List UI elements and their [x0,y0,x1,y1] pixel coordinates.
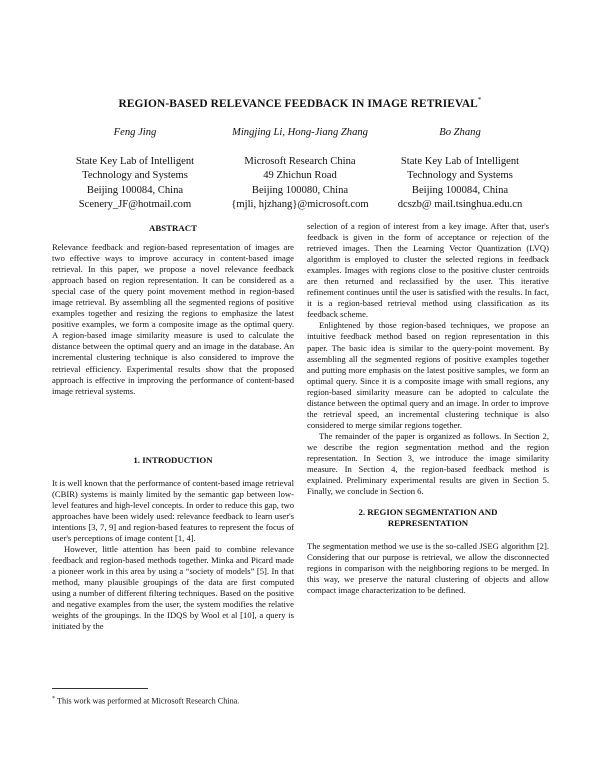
footnote [52,694,312,707]
author-address-line: Beijing 100084, China [86,184,184,196]
author-address-line: Beijing 100084, China [411,184,509,196]
author-email: {mjli, hjzhang}@microsoft.com [231,199,369,211]
section-2-paragraph-1: The segmentation method we use is the so-called JSEG algorithm [2]. Considering that our purpose is retrieval, we allow the disconnected regions in comparison with the neighboring regions to be merged. In this way, we preserve the natural clustering of objects and allow compact image characterization to be defined. [307,541,549,596]
author-email: dcszb@ mail.tsinghua.edu.cn [397,199,523,211]
author-address-line: Beijing 100080, China [251,184,349,196]
intro-paragraph-3: selection of a region of interest from a key image. After that, user's feedback is given in the form of acceptance or rejection of the retrieved images. Then the Learning Vector Quantization (LVQ) algorithm is employed to cluster the selected regions in feedback examples. Images with regions close to the positive cluster centroids are then returned and reclassified by the user. This iterative refinement continues until the user is satisfied with the results. In fact, it is a region-based retrieval method using classification as its feedback scheme. [307,221,549,320]
intro-paragraph-5: The remainder of the paper is organized as follows. In Section 2, we describe the region segmentation method and the region representation. In Section 3, we introduce the image similarity measure. In Section 4, the region-based feedback method is explained. Preliminary experimental results are given in Section 5. Finally, we conclude in Section 6. [307,430,549,497]
footnote-divider [52,688,148,689]
author-name: Bo Zhang [439,127,481,138]
author-affiliation-line: Technology and Systems [407,170,513,182]
section-2-heading-line-2: REPRESENTATION [387,518,469,529]
left-column [52,223,294,632]
author-block-1 [60,126,210,213]
author-email: Scenery_JF@hotmail.com [78,199,192,211]
abstract-text: Relevance feedback and region-based representation of images are two effective ways to improve accuracy in content-based image retrieval. In this paper, we propose a novel relevance feedback approach based on region representation. It can be considered as a special case of the query point movement method in region-based image retrieval. By assembling all the segmented regions of positive examples together and resizing the regions to emphasize the latest positive examples, we form a composite image as the optimal query. A region-based image similarity measure is used to calculate the distance between the optimal query and an image in the database. An incremental clustering technique is also considered to improve the retrieval efficiency. Experimental results show that the proposed approach is effective in improving the performance of content-based image retrieval systems. [52,242,294,396]
footnote-mark: * [52,696,55,702]
introduction-heading: 1. INTRODUCTION [133,454,213,465]
author-affiliation-line: State Key Lab of Intelligent [75,155,195,167]
author-affiliation-line: Microsoft Research China [244,155,356,167]
author-affiliation-line: 49 Zhichun Road [263,170,337,182]
author-affiliation-line: State Key Lab of Intelligent [400,155,520,167]
intro-paragraph-4: Enlightened by those region-based techniques, we propose an intuitive feedback method based on region representation in this paper. The basic idea is similar to the query-point movement. By assembling all the segmented regions of positive examples together and putting more emphasis on the latest positive samples, we form an optimal query. Since it is a composite image with small regions, any region-based similarity measure can be adopted to calculate the distance between the optimal query and an image. In order to improve the retrieval speed, an incremental clustering technique is also considered to merge similar regions together. [307,320,549,430]
author-block-2 [210,126,390,213]
intro-paragraph-1: It is well known that the performance of content-based image retrieval (CBIR) systems is mainly limited by the semantic gap between low-level features and high-level concepts. In order to reduce this gap, two approaches have been widely used: relevance feedback to learn user's intentions [3, 7, 9] and region-based features to represent the focus of user's perceptions of image content [1, 4]. [52,477,294,543]
title-footnote-mark: * [477,96,482,104]
author-name: Feng Jing [113,127,157,138]
abstract-heading: ABSTRACT [149,223,197,233]
intro-paragraph-2: However, little attention has been paid to combine relevance feedback and region-based methods together. Minka and Picard made a pioneer work in this area by using a “society of models” [5]. In that method, many plausible groupings of the data are first computed using a number of different filtering techniques. Based on the positive and negative examples from the user, the system modifies the relative weights of the groupings. In the IDQS by Wool et al [10], a query is initiated by the [52,543,294,632]
footnote-text: This work was performed at Microsoft Research China. [57,696,240,706]
paper-title: REGION-BASED RELEVANCE FEEDBACK IN IMAGE RETRIEVAL* [118,96,482,110]
author-block-3 [385,126,535,213]
author-affiliation-line: Technology and Systems [82,170,188,182]
section-2-heading-line-1: 2. REGION SEGMENTATION AND [358,507,498,518]
right-column [307,221,549,596]
author-name: Mingjing Li, Hong-Jiang Zhang [232,127,368,138]
